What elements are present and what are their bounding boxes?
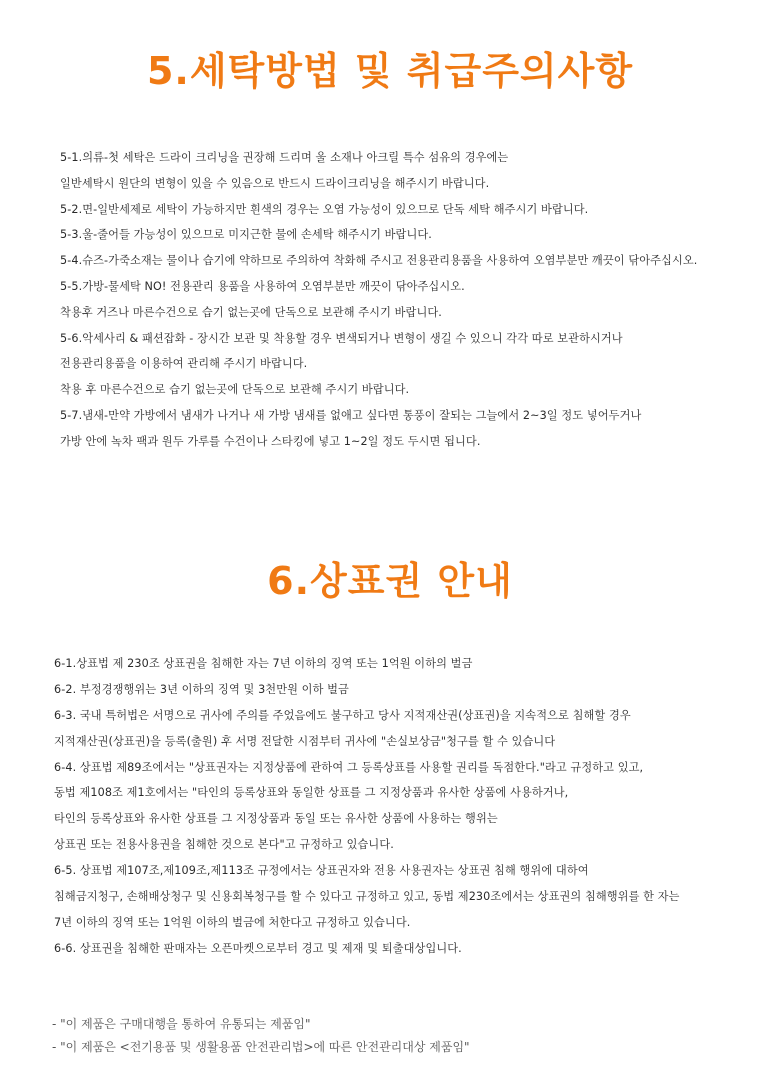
text-line: 6-5. 상표법 제107조,제109조,제113조 규정에서는 상표권자와 전용 사용권자는 상표권 침해 행위에 대하여 [54,864,589,878]
text-line: 6-1.상표법 제 230조 상표권을 침해한 자는 7년 이하의 징역 또는 1억원 이하의 벌금 [54,657,473,670]
text-line: 6-4. 상표법 제89조에서는 "상표권자는 지정상품에 관하여 그 등록상표를 사용할 권리를 독점한다."라고 규정하고 있고, [54,760,644,774]
text-line: 7년 이하의 징역 또는 1억원 이하의 벌금에 처한다고 규정하고 있습니다. [54,915,411,929]
text-line: 6-6. 상표권을 침해한 판매자는 오픈마켓으로부터 경고 및 제재 및 퇴출대상입니다. [54,941,462,955]
text-line: 5-3.울-줄어들 가능성이 있으므로 미지근한 물에 손세탁 해주시기 바랍니다. [60,228,432,242]
note-line: - "이 제품은 <전기용품 및 생활용품 안전관리법>에 따른 안전관리대상 제품임" [52,1040,470,1054]
text-line: 6-2. 부정경쟁행위는 3년 이하의 징역 및 3천만원 이하 벌금 [54,682,349,696]
text-line: 5-6.악세사리 & 패션잡화 - 장시간 보관 및 착용할 경우 변색되거나 변형이 생길 수 있으니 각각 따로 보관하시거나 [60,331,623,345]
text-line: 가방 안에 녹차 팩과 원두 가루를 수건이나 스타킹에 넣고 1~2일 정도 두시면 됩니다. [60,434,481,448]
text-line: 착용후 거즈나 마른수건으로 습기 없는곳에 단독으로 보관해 주시기 바랍니다. [60,305,442,319]
text-line: 전용관리용품을 이용하여 관리해 주시기 바랍니다. [60,357,308,371]
text-line: 5-1.의류-첫 세탁은 드라이 크리닝을 권장해 드리며 울 소재나 아크릴 특수 섬유의 경우에는 [60,151,509,164]
text-line: 타인의 등록상표와 유사한 상표를 그 지정상품과 동일 또는 유사한 상품에 사용하는 행위는 [54,812,498,826]
section-6-body [54,656,680,967]
text-line: 5-5.가방-물세탁 NO! 전용관리 용품을 사용하여 오염부분만 깨끗이 닦아주십시오. [60,279,465,293]
note-line: - "이 제품은 구매대행을 통하여 유통되는 제품임" [52,1017,311,1031]
section-5-title: 5.세탁방법 및 취급주의사항 [146,49,634,93]
text-line: 5-7.냄새-만약 가방에서 냄새가 나거나 새 가방 냄새를 없애고 싶다면 통풍이 잘되는 그늘에서 2~3일 정도 넣어두거나 [60,408,642,422]
text-line: 착용 후 마른수건으로 습기 없는곳에 단독으로 보관해 주시기 바랍니다. [60,383,410,397]
text-line: 지적재산권(상표권)을 등록(출원) 후 서명 전달한 시점부터 귀사에 "손실보상금"청구를 할 수 있습니다 [54,734,556,748]
text-line: 6-3. 국내 특허법은 서명으로 귀사에 주의를 주었음에도 불구하고 당사 지적재산권(상표권)을 지속적으로 침해할 경우 [54,708,631,722]
product-notes [52,1016,470,1062]
text-line: 5-4.슈즈-가죽소재는 물이나 습기에 약하므로 주의하여 착화해 주시고 전용관리용품을 사용하여 오염부분만 깨끗이 닦아주십시오. [60,254,698,268]
text-line: 동법 제108조 제1호에서는 "타인의 등록상표와 동일한 상표를 그 지정상품과 유사한 상품에 사용하거나, [54,786,569,800]
text-line: 상표권 또는 전용사용권을 침해한 것으로 본다"고 규정하고 있습니다. [54,838,394,852]
section-6-title: 6.상표권 안내 [267,559,513,603]
text-line: 5-2.면-일반세제로 세탁이 가능하지만 흰색의 경우는 오염 가능성이 있으므로 단독 세탁 해주시기 바랍니다. [60,202,589,216]
text-line: 일반세탁시 원단의 변형이 있을 수 있음으로 반드시 드라이크리닝을 해주시기 바랍니다. [60,176,490,190]
section-5-body [60,150,697,460]
text-line: 침해금지청구, 손해배상청구 및 신용회복청구를 할 수 있다고 규정하고 있고, 동법 제230조에서는 상표권의 침해행위를 한 자는 [54,890,680,904]
